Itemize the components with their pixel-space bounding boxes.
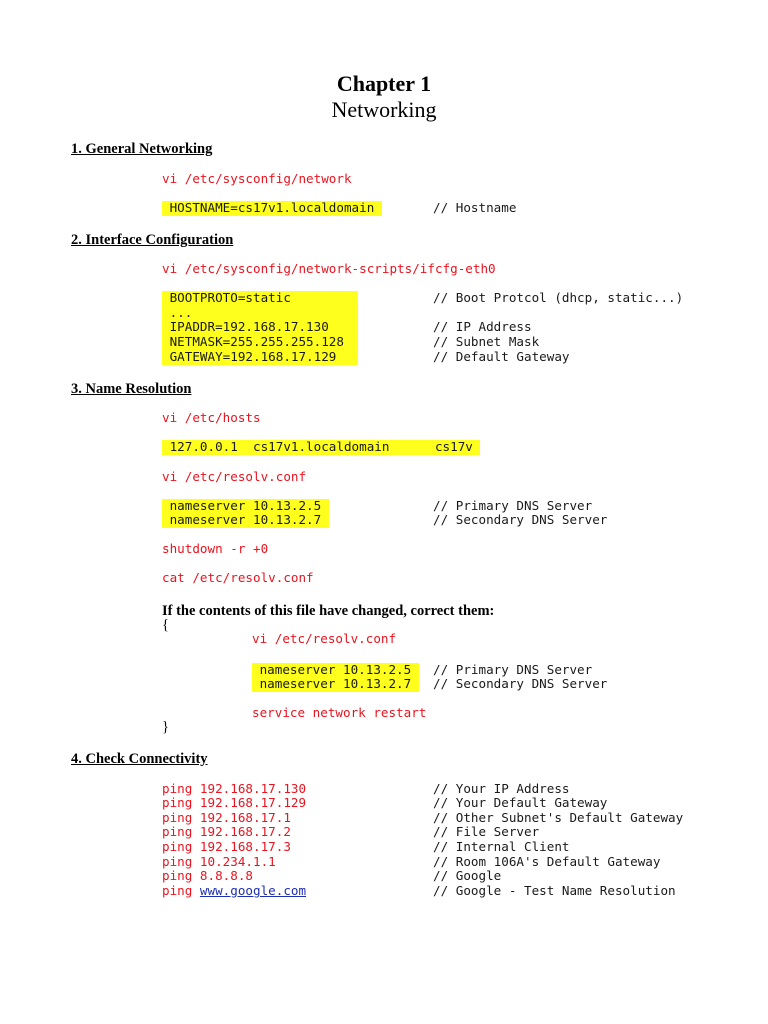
config-nameserver-secondary: nameserver 10.13.2.7 — [162, 512, 329, 527]
command-network-restart: service network restart — [252, 705, 427, 720]
comment-primary-dns-inner: // Primary DNS Server — [433, 662, 593, 677]
comment-gateway: // Default Gateway — [433, 349, 570, 364]
section-heading-general-networking: 1. General Networking — [71, 141, 213, 157]
chapter-title: Chapter 1 — [336, 71, 432, 96]
command-edit-resolv-inner: vi /etc/resolv.conf — [252, 631, 397, 646]
ping-comment: // Room 106A's Default Gateway — [433, 854, 661, 869]
ping-command: ping 192.168.17.3 — [162, 839, 291, 854]
open-brace: { — [162, 617, 169, 633]
comment-hostname: // Hostname — [433, 200, 517, 215]
ping-comment: // Google - Test Name Resolution — [433, 883, 676, 898]
section-heading-interface-configuration: 2. Interface Configuration — [71, 232, 234, 248]
ping-comment: // Your Default Gateway — [433, 795, 608, 810]
ping-command: ping 192.168.17.1 — [162, 810, 291, 825]
ping-command: ping 192.168.17.2 — [162, 824, 291, 839]
close-brace: } — [162, 719, 169, 735]
command-shutdown: shutdown -r +0 — [162, 541, 269, 556]
command-cat-resolv: cat /etc/resolv.conf — [162, 570, 314, 585]
ping-command: ping 192.168.17.129 — [162, 795, 307, 810]
comment-netmask: // Subnet Mask — [433, 334, 540, 349]
google-link[interactable]: www.google.com — [199, 883, 307, 898]
ping-command: ping 192.168.17.130 — [162, 781, 307, 796]
command-edit-ifcfg: vi /etc/sysconfig/network-scripts/ifcfg-eth0 — [162, 261, 496, 276]
comment-secondary-dns: // Secondary DNS Server — [433, 512, 608, 527]
instruction-note: If the contents of this file have changed, correct them: — [162, 603, 495, 619]
comment-bootproto: // Boot Protcol (dhcp, static...) — [433, 290, 684, 305]
config-nameserver-primary-inner: nameserver 10.13.2.5 — [252, 662, 419, 677]
command-edit-resolv: vi /etc/resolv.conf — [162, 469, 307, 484]
config-nameserver-secondary-inner: nameserver 10.13.2.7 — [252, 676, 419, 691]
command-edit-hosts: vi /etc/hosts — [162, 410, 261, 425]
ping-comment: // Your IP Address — [433, 781, 570, 796]
command-edit-network: vi /etc/sysconfig/network — [162, 171, 352, 186]
comment-secondary-dns-inner: // Secondary DNS Server — [433, 676, 608, 691]
ping-command: ping 10.234.1.1 — [162, 854, 276, 869]
config-netmask: NETMASK=255.255.255.128 — [162, 334, 344, 349]
chapter-subtitle: Networking — [331, 97, 437, 122]
ping-command: ping 8.8.8.8 — [162, 868, 253, 883]
section-heading-name-resolution: 3. Name Resolution — [71, 381, 192, 397]
ping-comment: // Internal Client — [433, 839, 570, 854]
config-hostname: HOSTNAME=cs17v1.localdomain — [162, 200, 382, 215]
config-hosts-entry: 127.0.0.1 cs17v1.localdomain cs17v — [162, 439, 481, 454]
section-heading-check-connectivity: 4. Check Connectivity — [71, 751, 208, 767]
config-nameserver-primary: nameserver 10.13.2.5 — [162, 498, 329, 513]
ping-comment: // Other Subnet's Default Gateway — [433, 810, 684, 825]
ping-comment: // File Server — [433, 824, 540, 839]
comment-primary-dns: // Primary DNS Server — [433, 498, 593, 513]
config-ellipsis: ... — [162, 305, 193, 320]
config-ipaddr: IPADDR=192.168.17.130 — [162, 319, 329, 334]
config-gateway: GATEWAY=192.168.17.129 — [162, 349, 337, 364]
ping-command-google: ping www.google.com — [162, 883, 307, 898]
config-bootproto: BOOTPROTO=static — [162, 290, 291, 305]
comment-ipaddr: // IP Address — [433, 319, 532, 334]
ping-comment: // Google — [433, 868, 502, 883]
